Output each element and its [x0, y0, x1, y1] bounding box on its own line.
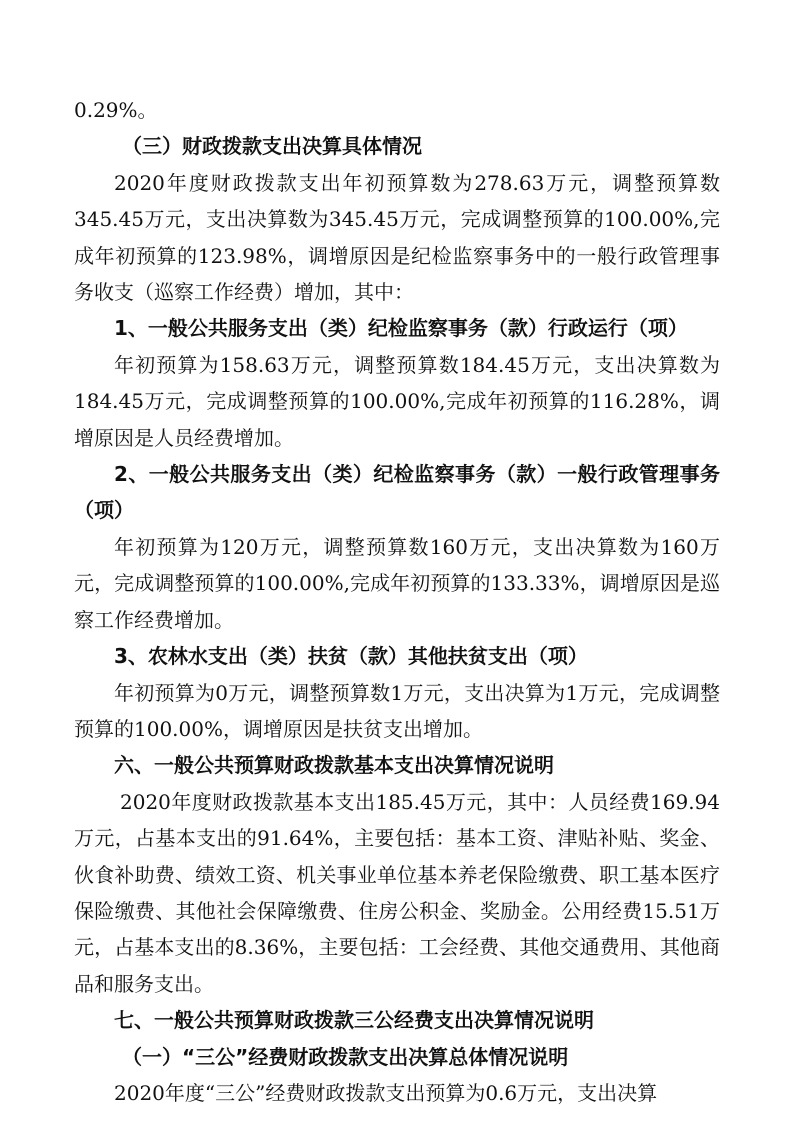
paragraph-item-1: 年初预算为158.63万元，调整预算数184.45万元，支出决算数为184.45万元，完成调整预算的100.00%,完成年初预算的116.28%，调增原因是人员经费增加。	[74, 352, 720, 450]
document-body	[74, 92, 720, 1111]
subsection-heading-1: （一）“三公”经费财政拨款支出决算总体情况说明	[122, 1044, 569, 1069]
paragraph-item-2: 年初预算为120万元，调整预算数160万元，支出决算数为160万元，完成调整预算的100.00%,完成年初预算的133.33%，调增原因是巡察工作经费增加。	[74, 534, 720, 632]
paragraph-summary: 2020年度财政拨款支出年初预算数为278.63万元，调整预算数345.45万元，支出决算数为345.45万元，完成调整预算的100.00%,完成年初预算的123.98%，调增原因是纪检监察事务中的一般行政管理事务收支（巡察工作经费）增加，其中：	[74, 170, 720, 305]
section-heading-6: 六、一般公共预算财政拨款基本支出决算情况说明	[114, 753, 554, 778]
paragraph-continuation: 0.29%。	[74, 98, 158, 122]
section-heading-3: （三）财政拨款支出决算具体情况	[122, 134, 422, 159]
item-heading-1: 1、一般公共服务支出（类）纪检监察事务（款）行政运行（项）	[114, 316, 688, 341]
section-heading-7: 七、一般公共预算财政拨款三公经费支出决算情况说明	[114, 1008, 594, 1033]
item-heading-2: 2、一般公共服务支出（类）纪检监察事务（款）一般行政管理事务（项）	[74, 462, 720, 523]
paragraph-basic-expenditure: 2020年度财政拨款基本支出185.45万元，其中：人员经费169.94万元，占基本支出的91.64%，主要包括：基本工资、津贴补贴、奖金、伙食补助费、绩效工资、机关事业单位基本养老保险缴费、职工基本医疗保险缴费、其他社会保障缴费、住房公积金、奖励金。公用经费15.51万元，占基本支出的8.36%，主要包括：工会经费、其他交通费用、其他商品和服务支出。	[74, 789, 720, 996]
item-heading-3: 3、农林水支出（类）扶贫（款）其他扶贫支出（项）	[114, 644, 588, 669]
paragraph-three-public: 2020年度“三公”经费财政拨款支出预算为0.6万元，支出决算	[114, 1080, 658, 1105]
paragraph-item-3: 年初预算为0万元，调整预算数1万元，支出决算为1万元，完成调整预算的100.00%，调增原因是扶贫支出增加。	[74, 680, 720, 741]
